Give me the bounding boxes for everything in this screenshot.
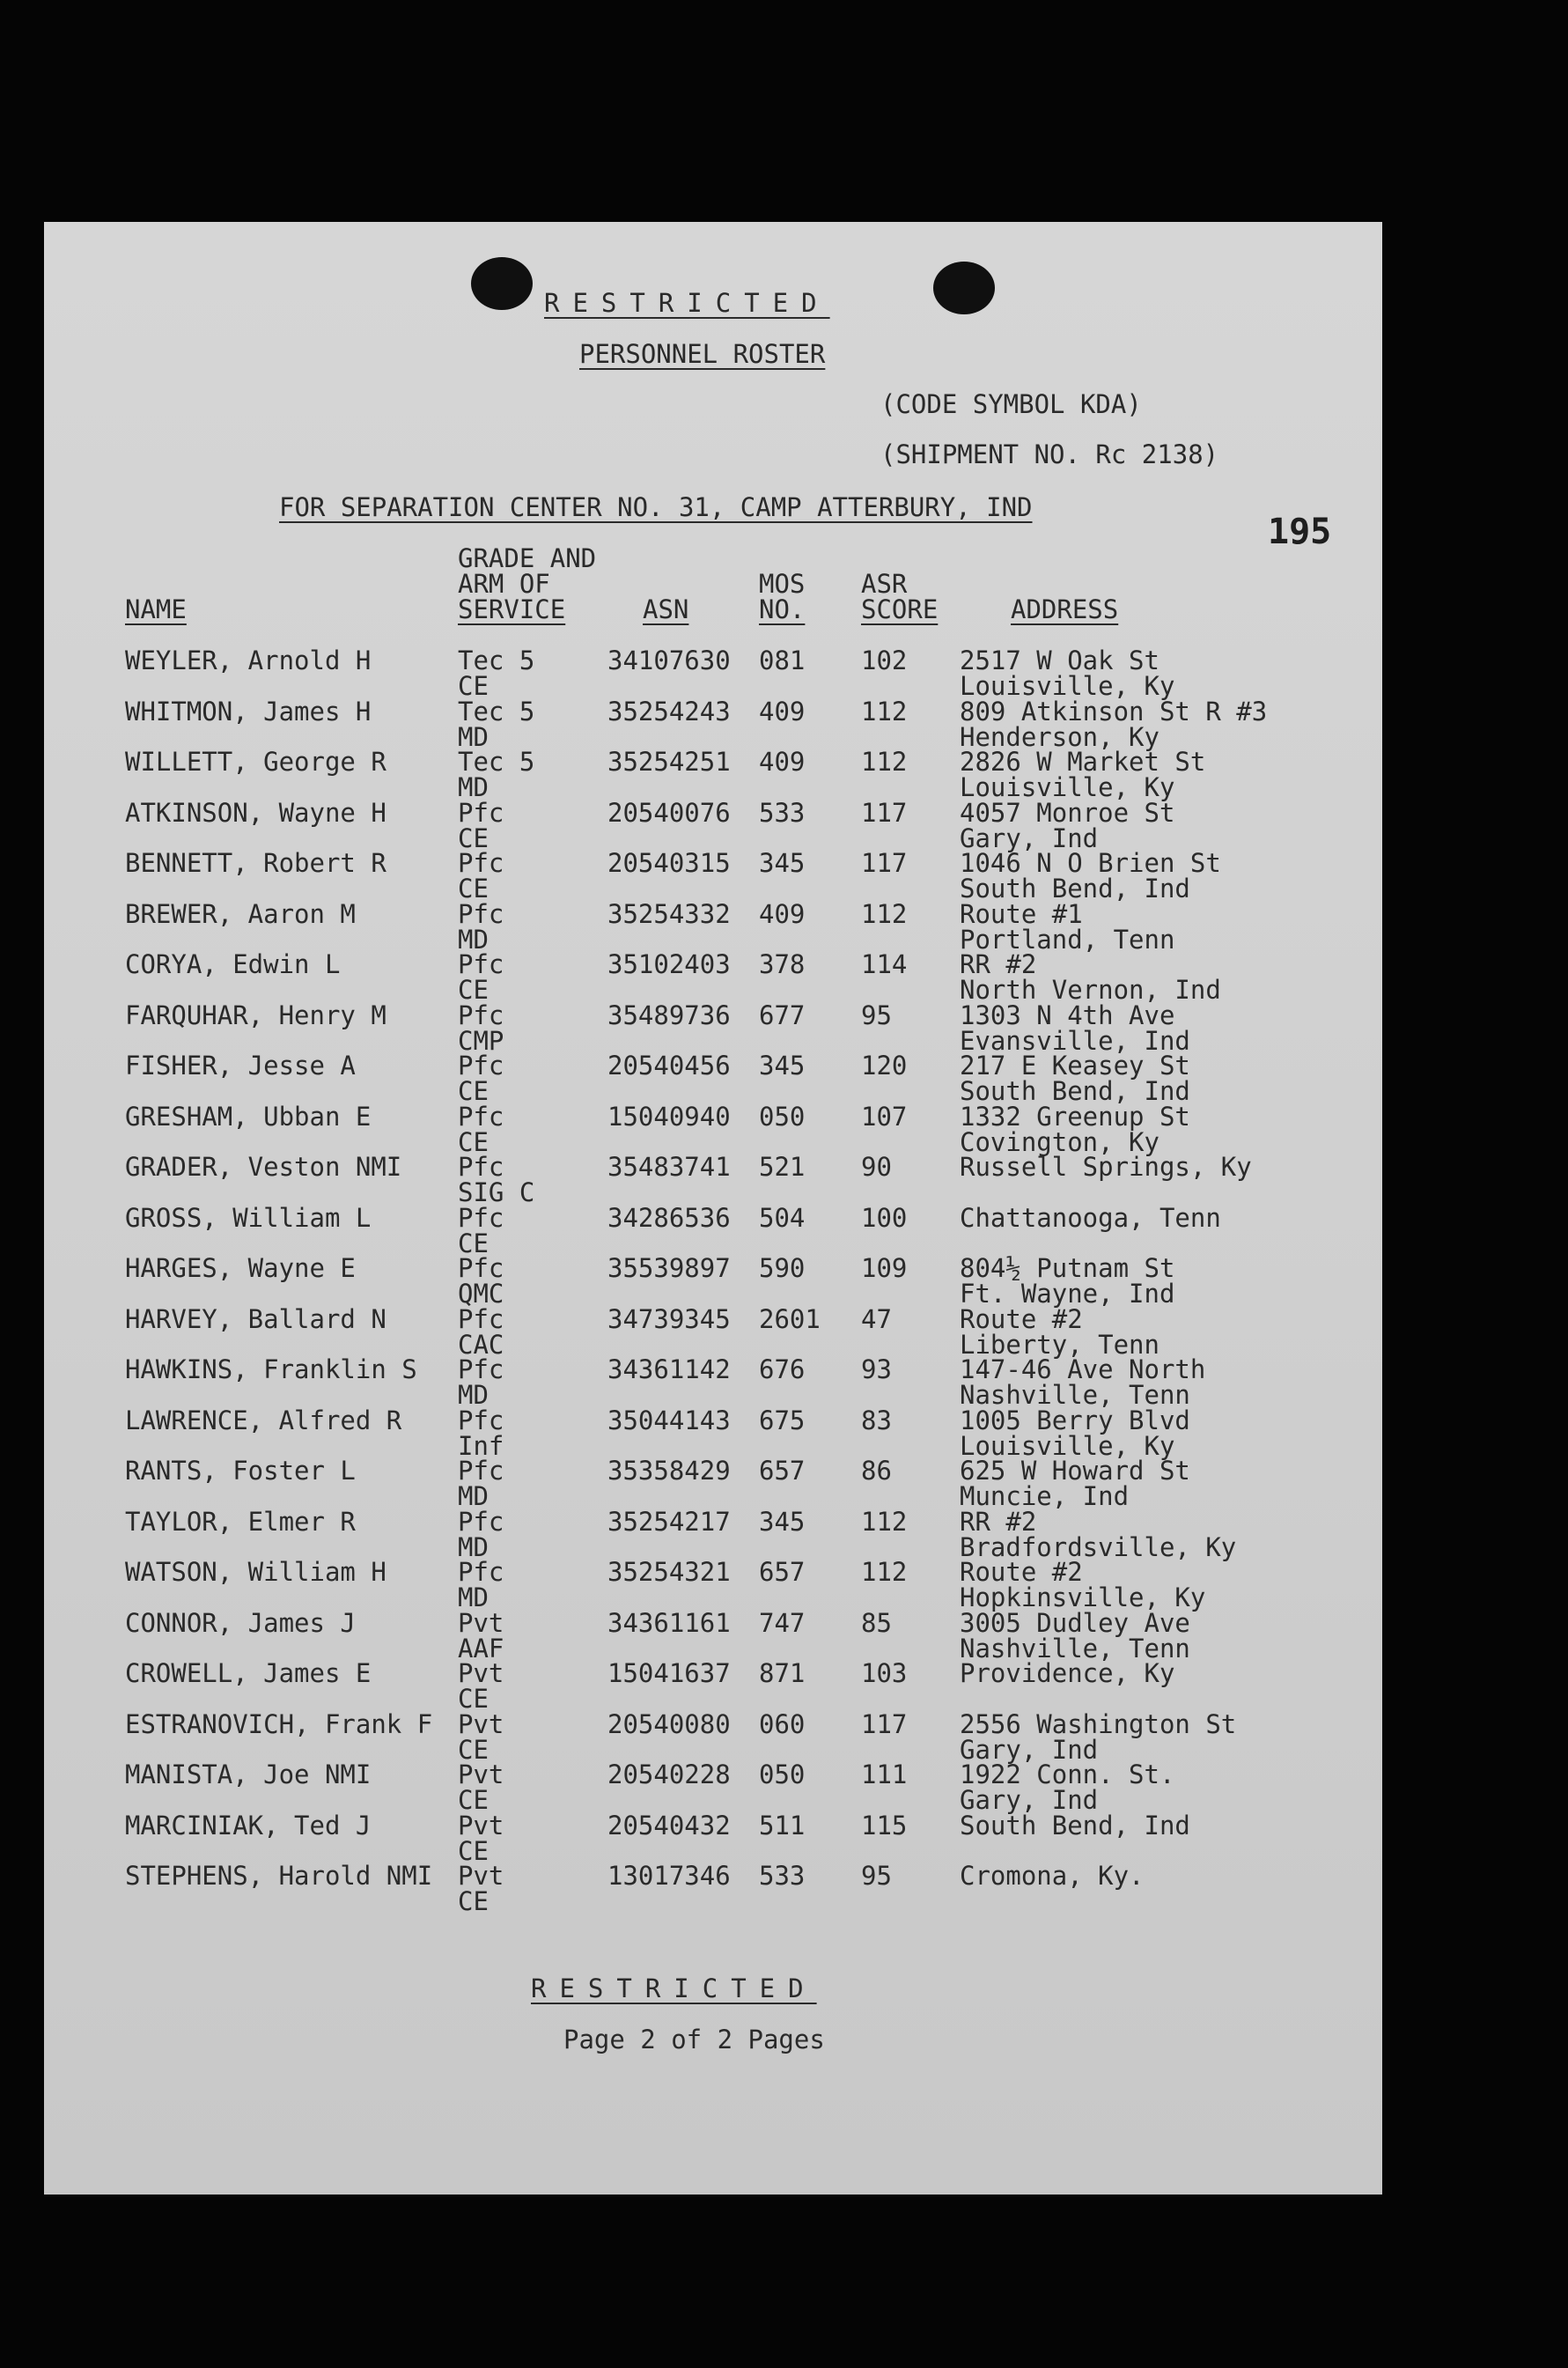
roster-address-line2: Nashville, Tenn xyxy=(960,1633,1190,1664)
roster-mos: 345 xyxy=(759,1051,806,1081)
roster-address-line1: Chattanooga, Tenn xyxy=(960,1202,1221,1233)
roster-arm: MD xyxy=(458,1481,489,1511)
table-row xyxy=(44,1303,1382,1360)
roster-address-line2: South Bend, Ind xyxy=(960,874,1190,904)
roster-grade: Pfc xyxy=(458,1253,504,1283)
roster-score: 85 xyxy=(861,1607,892,1638)
roster-score: 112 xyxy=(861,1557,908,1587)
roster-arm: MD xyxy=(458,772,489,802)
roster-arm: MD xyxy=(458,924,489,955)
roster-score: 120 xyxy=(861,1051,908,1081)
shipment-number: (SHIPMENT NO. Rc 2138) xyxy=(880,439,1219,469)
roster-address-line1: 4057 Monroe St xyxy=(960,797,1175,828)
roster-grade: Pfc xyxy=(458,1101,504,1132)
roster-address-line2: Louisville, Ky xyxy=(960,1430,1175,1461)
table-row xyxy=(44,1506,1382,1562)
header-grade-line1: GRADE AND xyxy=(458,543,597,573)
roster-grade: Pvt xyxy=(458,1759,504,1789)
table-row xyxy=(44,1000,1382,1056)
restricted-footer: RESTRICTED xyxy=(531,1973,817,2003)
roster-name: WEYLER, Arnold H xyxy=(125,645,372,675)
table-row xyxy=(44,848,1382,904)
roster-address-line2: Gary, Ind xyxy=(960,823,1099,853)
roster-title: PERSONNEL ROSTER xyxy=(579,339,826,369)
roster-score: 114 xyxy=(861,949,908,979)
roster-score: 107 xyxy=(861,1101,908,1132)
roster-address-line2: Louisville, Ky xyxy=(960,772,1175,802)
roster-arm: CE xyxy=(458,1835,489,1866)
roster-asn: 15041637 xyxy=(607,1658,731,1688)
table-row xyxy=(44,1557,1382,1612)
roster-name: GROSS, William L xyxy=(125,1202,372,1233)
roster-mos: 409 xyxy=(759,696,806,727)
roster-arm: Inf xyxy=(458,1430,504,1461)
roster-asn: 13017346 xyxy=(607,1861,731,1891)
table-row xyxy=(44,1607,1382,1664)
roster-address-line1: 1922 Conn. St. xyxy=(960,1759,1175,1789)
table-row xyxy=(44,1863,1382,1914)
roster-asn: 35254217 xyxy=(607,1506,731,1537)
roster-mos: 081 xyxy=(759,645,806,675)
roster-asn: 35489736 xyxy=(607,1000,731,1030)
roster-grade: Pvt xyxy=(458,1658,504,1688)
roster-name: ATKINSON, Wayne H xyxy=(125,797,386,828)
roster-mos: 050 xyxy=(759,1101,806,1132)
roster-address-line2: Liberty, Tenn xyxy=(960,1329,1159,1360)
roster-score: 103 xyxy=(861,1658,908,1688)
roster-grade: Tec 5 xyxy=(458,645,535,675)
table-row xyxy=(44,949,1382,1005)
roster-name: TAYLOR, Elmer R xyxy=(125,1506,356,1537)
roster-asn: 34739345 xyxy=(607,1303,731,1334)
roster-address-line1: Cromona, Ky. xyxy=(960,1861,1145,1891)
roster-address-line1: 3005 Dudley Ave xyxy=(960,1607,1190,1638)
roster-mos: 676 xyxy=(759,1354,806,1384)
roster-asn: 20540456 xyxy=(607,1051,731,1081)
roster-name: CROWELL, James E xyxy=(125,1658,372,1688)
roster-address-line1: South Bend, Ind xyxy=(960,1810,1190,1841)
roster-score: 86 xyxy=(861,1456,892,1486)
roster-mos: 504 xyxy=(759,1202,806,1233)
roster-address-line2: Hopkinsville, Ky xyxy=(960,1582,1206,1612)
roster-address-line2: Evansville, Ind xyxy=(960,1025,1190,1056)
roster-asn: 35254243 xyxy=(607,696,731,727)
header-asn: ASN xyxy=(643,594,689,624)
roster-asn: 34107630 xyxy=(607,645,731,675)
roster-page xyxy=(44,222,1382,2195)
roster-name: WHITMON, James H xyxy=(125,696,372,727)
roster-name: CONNOR, James J xyxy=(125,1607,356,1638)
roster-arm: CMP xyxy=(458,1025,504,1056)
roster-arm: CE xyxy=(458,874,489,904)
table-row xyxy=(44,1101,1382,1157)
roster-name: RANTS, Foster L xyxy=(125,1456,356,1486)
roster-mos: 511 xyxy=(759,1810,806,1841)
roster-arm: QMC xyxy=(458,1279,504,1309)
roster-arm: MD xyxy=(458,1582,489,1612)
roster-arm: CE xyxy=(458,975,489,1005)
roster-address-line1: 625 W Howard St xyxy=(960,1456,1190,1486)
roster-arm: CE xyxy=(458,1785,489,1815)
roster-grade: Pvt xyxy=(458,1861,504,1891)
roster-mos: 345 xyxy=(759,848,806,878)
roster-name: CORYA, Edwin L xyxy=(125,949,341,979)
roster-address-line2: South Bend, Ind xyxy=(960,1076,1190,1106)
roster-asn: 20540228 xyxy=(607,1759,731,1789)
roster-mos: 378 xyxy=(759,949,806,979)
table-row xyxy=(44,1759,1382,1815)
roster-score: 95 xyxy=(861,1861,892,1891)
roster-grade: Pfc xyxy=(458,1152,504,1182)
roster-arm: CE xyxy=(458,1126,489,1157)
roster-arm: MD xyxy=(458,1531,489,1562)
roster-address-line1: 2556 Washington St xyxy=(960,1708,1237,1739)
roster-grade: Pfc xyxy=(458,1000,504,1030)
roster-arm: SIG C xyxy=(458,1177,535,1207)
roster-address-line2: Portland, Tenn xyxy=(960,924,1175,955)
roster-mos: 657 xyxy=(759,1456,806,1486)
roster-score: 100 xyxy=(861,1202,908,1233)
roster-asn: 15040940 xyxy=(607,1101,731,1132)
table-row xyxy=(44,1053,1382,1104)
roster-mos: 345 xyxy=(759,1506,806,1537)
table-row xyxy=(44,1253,1382,1309)
roster-address-line2: Louisville, Ky xyxy=(960,671,1175,701)
roster-mos: 657 xyxy=(759,1557,806,1587)
roster-score: 117 xyxy=(861,797,908,828)
roster-address-line2: Bradfordsville, Ky xyxy=(960,1531,1237,1562)
roster-mos: 677 xyxy=(759,1000,806,1030)
roster-score: 93 xyxy=(861,1354,892,1384)
roster-address-line1: RR #2 xyxy=(960,949,1037,979)
roster-grade: Pfc xyxy=(458,1051,504,1081)
roster-asn: 35254251 xyxy=(607,747,731,777)
roster-asn: 35539897 xyxy=(607,1253,731,1283)
roster-arm: AAF xyxy=(458,1633,504,1664)
roster-score: 102 xyxy=(861,645,908,675)
roster-address-line2: Nashville, Tenn xyxy=(960,1380,1190,1410)
roster-arm: CE xyxy=(458,1886,489,1916)
roster-grade: Pfc xyxy=(458,1405,504,1435)
roster-address-line1: 1303 N 4th Ave xyxy=(960,1000,1175,1030)
header-grade-line3: SERVICE xyxy=(458,594,566,624)
roster-name: HARVEY, Ballard N xyxy=(125,1303,386,1334)
roster-grade: Pfc xyxy=(458,848,504,878)
roster-mos: 521 xyxy=(759,1152,806,1182)
roster-mos: 409 xyxy=(759,898,806,929)
roster-address-line2: North Vernon, Ind xyxy=(960,975,1221,1005)
roster-name: GRESHAM, Ubban E xyxy=(125,1101,372,1132)
roster-address-line1: RR #2 xyxy=(960,1506,1037,1537)
roster-name: STEPHENS, Harold NMI xyxy=(125,1861,433,1891)
table-row xyxy=(44,645,1382,701)
roster-grade: Pfc xyxy=(458,1202,504,1233)
roster-address-line2: Muncie, Ind xyxy=(960,1481,1130,1511)
roster-address-line1: Route #2 xyxy=(960,1557,1083,1587)
roster-score: 117 xyxy=(861,1708,908,1739)
header-name: NAME xyxy=(125,594,187,624)
roster-mos: 409 xyxy=(759,747,806,777)
roster-score: 47 xyxy=(861,1303,892,1334)
roster-address-line2: Ft. Wayne, Ind xyxy=(960,1279,1175,1309)
roster-score: 95 xyxy=(861,1000,892,1030)
roster-address-line1: 1005 Berry Blvd xyxy=(960,1405,1190,1435)
roster-address-line2: Henderson, Ky xyxy=(960,721,1159,752)
roster-score: 109 xyxy=(861,1253,908,1283)
roster-grade: Pvt xyxy=(458,1708,504,1739)
header-address: ADDRESS xyxy=(1011,594,1119,624)
page-number: 195 xyxy=(1268,512,1332,552)
roster-grade: Pvt xyxy=(458,1810,504,1841)
roster-asn: 20540432 xyxy=(607,1810,731,1841)
roster-name: HAWKINS, Franklin S xyxy=(125,1354,417,1384)
table-row xyxy=(44,1202,1382,1258)
roster-asn: 35483741 xyxy=(607,1152,731,1182)
roster-arm: CE xyxy=(458,1076,489,1106)
code-symbol: (CODE SYMBOL KDA) xyxy=(880,389,1142,419)
roster-asn: 35254332 xyxy=(607,898,731,929)
roster-name: MARCINIAK, Ted J xyxy=(125,1810,372,1841)
roster-asn: 34361142 xyxy=(607,1354,731,1384)
roster-grade: Pfc xyxy=(458,1456,504,1486)
roster-mos: 2601 xyxy=(759,1303,821,1334)
roster-name: GRADER, Veston NMI xyxy=(125,1152,402,1182)
separation-center: FOR SEPARATION CENTER NO. 31, CAMP ATTERBURY, IND xyxy=(279,492,1033,522)
roster-asn: 34286536 xyxy=(607,1202,731,1233)
roster-arm: MD xyxy=(458,721,489,752)
table-row xyxy=(44,1458,1382,1509)
roster-mos: 050 xyxy=(759,1759,806,1789)
roster-asn: 20540315 xyxy=(607,848,731,878)
header-mos-line1: MOS xyxy=(759,569,806,599)
roster-arm: CE xyxy=(458,671,489,701)
roster-grade: Pvt xyxy=(458,1607,504,1638)
table-row xyxy=(44,696,1382,752)
roster-score: 112 xyxy=(861,747,908,777)
roster-address-line2: Gary, Ind xyxy=(960,1734,1099,1765)
roster-score: 90 xyxy=(861,1152,892,1182)
roster-arm: MD xyxy=(458,1380,489,1410)
roster-grade: Pfc xyxy=(458,1557,504,1587)
roster-name: HARGES, Wayne E xyxy=(125,1253,356,1283)
roster-mos: 747 xyxy=(759,1607,806,1638)
roster-name: LAWRENCE, Alfred R xyxy=(125,1405,402,1435)
roster-address-line2: Gary, Ind xyxy=(960,1785,1099,1815)
roster-asn: 35044143 xyxy=(607,1405,731,1435)
roster-address-line1: Route #2 xyxy=(960,1303,1083,1334)
roster-address-line2: Covington, Ky xyxy=(960,1126,1159,1157)
roster-score: 83 xyxy=(861,1405,892,1435)
roster-name: WILLETT, George R xyxy=(125,747,386,777)
roster-address-line1: 804½ Putnam St xyxy=(960,1253,1175,1283)
roster-arm: CE xyxy=(458,1734,489,1765)
header-mos-line2: NO. xyxy=(759,594,806,624)
roster-mos: 533 xyxy=(759,797,806,828)
roster-name: MANISTA, Joe NMI xyxy=(125,1759,372,1789)
roster-address-line1: 147-46 Ave North xyxy=(960,1354,1206,1384)
roster-address-line1: Providence, Ky xyxy=(960,1658,1175,1688)
roster-asn: 34361161 xyxy=(607,1607,731,1638)
roster-name: ESTRANOVICH, Frank F xyxy=(125,1708,433,1739)
roster-mos: 060 xyxy=(759,1708,806,1739)
table-row xyxy=(44,1354,1382,1410)
roster-address-line1: 2517 W Oak St xyxy=(960,645,1159,675)
roster-asn: 20540080 xyxy=(607,1708,731,1739)
roster-score: 112 xyxy=(861,1506,908,1537)
roster-name: BREWER, Aaron M xyxy=(125,898,356,929)
roster-arm: CE xyxy=(458,1228,489,1258)
roster-name: WATSON, William H xyxy=(125,1557,386,1587)
roster-score: 117 xyxy=(861,848,908,878)
roster-address-line1: 1332 Greenup St xyxy=(960,1101,1190,1132)
roster-grade: Pfc xyxy=(458,1303,504,1334)
roster-mos: 533 xyxy=(759,1861,806,1891)
roster-score: 111 xyxy=(861,1759,908,1789)
roster-address-line1: 1046 N O Brien St xyxy=(960,848,1221,878)
roster-asn: 35102403 xyxy=(607,949,731,979)
header-asr-line2: SCORE xyxy=(861,594,939,624)
roster-name: FISHER, Jesse A xyxy=(125,1051,356,1081)
punch-hole-left xyxy=(471,257,533,310)
roster-address-line1: Russell Springs, Ky xyxy=(960,1152,1252,1182)
roster-mos: 590 xyxy=(759,1253,806,1283)
punch-hole-right xyxy=(933,262,995,314)
table-row xyxy=(44,1810,1382,1866)
restricted-header: RESTRICTED xyxy=(544,288,830,318)
roster-address-line1: 2826 W Market St xyxy=(960,747,1206,777)
roster-address-line1: Route #1 xyxy=(960,898,1083,929)
header-grade-line2: ARM OF xyxy=(458,569,550,599)
roster-name: FARQUHAR, Henry M xyxy=(125,1000,386,1030)
roster-score: 112 xyxy=(861,696,908,727)
roster-grade: Pfc xyxy=(458,1354,504,1384)
roster-arm: CE xyxy=(458,823,489,853)
roster-mos: 675 xyxy=(759,1405,806,1435)
table-row xyxy=(44,749,1382,800)
table-row xyxy=(44,1405,1382,1461)
header-asr-line1: ASR xyxy=(861,569,908,599)
roster-asn: 35254321 xyxy=(607,1557,731,1587)
roster-arm: CE xyxy=(458,1684,489,1714)
page-count: Page 2 of 2 Pages xyxy=(563,2025,825,2054)
roster-grade: Tec 5 xyxy=(458,696,535,727)
roster-grade: Pfc xyxy=(458,949,504,979)
table-row xyxy=(44,898,1382,955)
table-row xyxy=(44,1708,1382,1765)
table-row xyxy=(44,797,1382,853)
roster-address-line1: 217 E Keasey St xyxy=(960,1051,1190,1081)
table-row xyxy=(44,1154,1382,1206)
roster-mos: 871 xyxy=(759,1658,806,1688)
roster-score: 115 xyxy=(861,1810,908,1841)
table-row xyxy=(44,1658,1382,1714)
roster-name: BENNETT, Robert R xyxy=(125,848,386,878)
roster-grade: Pfc xyxy=(458,1506,504,1537)
roster-grade: Tec 5 xyxy=(458,747,535,777)
roster-grade: Pfc xyxy=(458,797,504,828)
roster-grade: Pfc xyxy=(458,898,504,929)
roster-address-line1: 809 Atkinson St R #3 xyxy=(960,696,1268,727)
roster-asn: 35358429 xyxy=(607,1456,731,1486)
roster-arm: CAC xyxy=(458,1329,504,1360)
roster-score: 112 xyxy=(861,898,908,929)
roster-asn: 20540076 xyxy=(607,797,731,828)
